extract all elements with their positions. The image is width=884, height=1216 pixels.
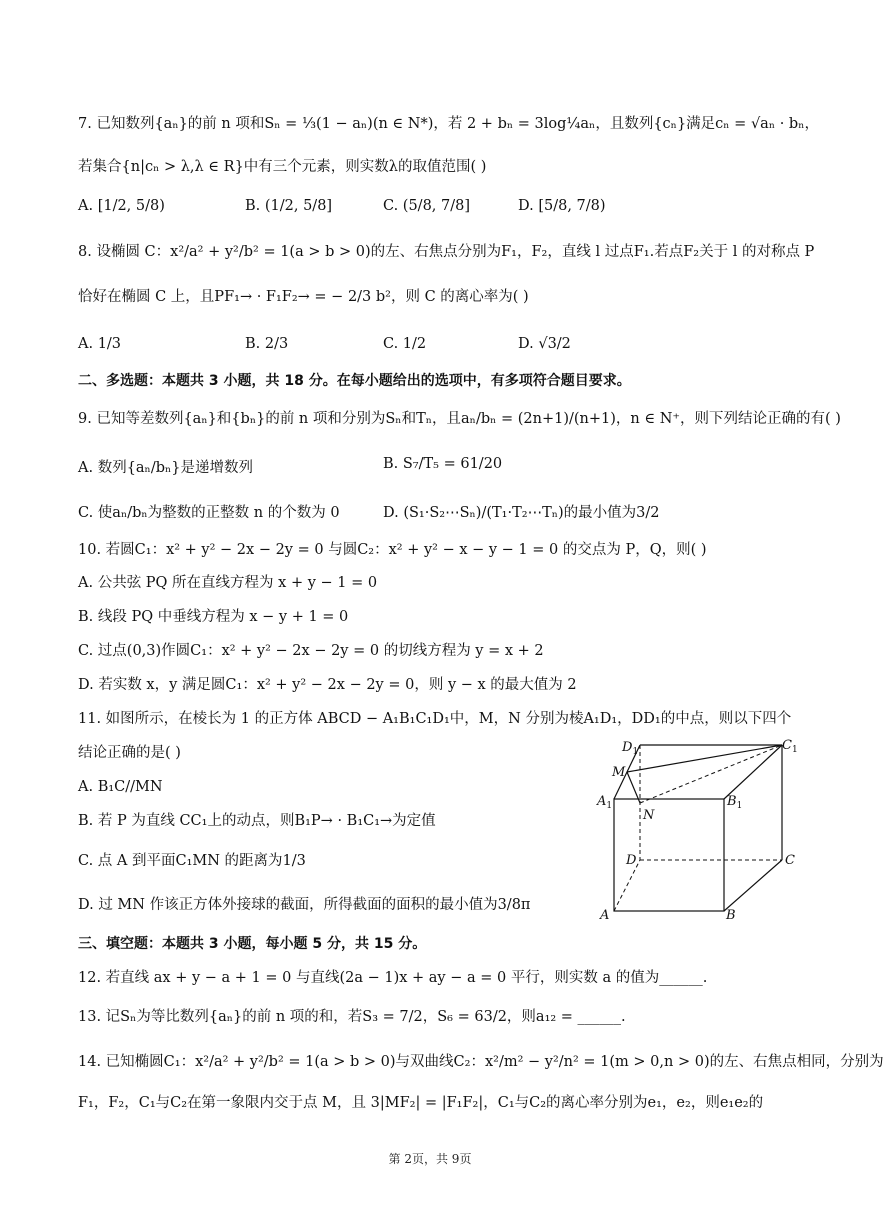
q14-stem-line2: F₁，F₂，C₁与C₂在第一象限内交于点 M，且 3|MF₂| = |F₁F₂|，C₁与C₂的离心率分别为e₁，e₂，则e₁e₂的 — [78, 1095, 764, 1111]
q11-option-b: B. 若 P 为直线 CC₁上的动点，则B₁P→ · B₁C₁→为定值 — [78, 813, 436, 829]
q7-stem-line2: 若集合{n|cₙ > λ,λ ∈ R}中有三个元素，则实数λ的取值范围( ) — [78, 159, 487, 175]
section-3-heading: 三、填空题：本题共 3 小题，每小题 5 分，共 15 分。 — [78, 936, 427, 952]
q8-option-a: A. 1/3 — [78, 336, 122, 352]
segment-n-c1-hidden — [640, 745, 782, 803]
label-m: M — [612, 765, 626, 780]
q11-option-d: D. 过 MN 作该正方体外接球的截面，所得截面的面积的最小值为3/8π — [78, 897, 531, 913]
label-c: C — [785, 853, 795, 868]
q11-stem-line1: 11. 如图所示，在棱长为 1 的正方体 ABCD − A₁B₁C₁D₁中，M，N 分别为棱A₁D₁，DD₁的中点，则以下四个 — [78, 711, 792, 727]
q10-option-b: B. 线段 PQ 中垂线方程为 x − y + 1 = 0 — [78, 609, 349, 625]
label-d1: $D_1$ — [622, 740, 639, 757]
q11-option-a: A. B₁C//MN — [78, 779, 163, 795]
q14-stem-line1: 14. 已知椭圆C₁：x²/a² + y²/b² = 1(a > b > 0)与双曲线C₂：x²/m² − y²/n² = 1(m > 0,n > 0)的左、右焦点相同，分别为 — [78, 1054, 884, 1070]
q8-option-c: C. 1/2 — [383, 336, 427, 352]
q10-option-d: D. 若实数 x，y 满足圆C₁：x² + y² − 2x − 2y = 0，则 y − x 的最大值为 2 — [78, 677, 577, 693]
q7-option-b: B. (1/2, 5/8] — [245, 198, 333, 214]
q8-option-b: B. 2/3 — [245, 336, 289, 352]
label-n: N — [643, 808, 655, 823]
q10-option-c: C. 过点(0,3)作圆C₁：x² + y² − 2x − 2y = 0 的切线方程为 y = x + 2 — [78, 643, 544, 659]
q9-option-d: D. (S₁·S₂⋯Sₙ)/(T₁·T₂⋯Tₙ)的最小值为3/2 — [383, 505, 660, 521]
label-b1: $B_1$ — [727, 794, 743, 811]
q12-stem: 12. 若直线 ax + y − a + 1 = 0 与直线(2a − 1)x + ay − a = 0 平行，则实数 a 的值为______. — [78, 970, 708, 986]
q10-option-a: A. 公共弦 PQ 所在直线方程为 x + y − 1 = 0 — [78, 575, 378, 591]
q9-option-b: B. S₇/T₅ = 61/20 — [383, 456, 503, 472]
label-c1: $C_1$ — [782, 738, 798, 755]
q9-stem: 9. 已知等差数列{aₙ}和{bₙ}的前 n 项和分别为Sₙ和Tₙ，且aₙ/bₙ = (2n+1)/(n+1)，n ∈ N⁺，则下列结论正确的有( ) — [78, 411, 841, 427]
page-footer: 第 2页，共 9页 — [388, 1152, 472, 1166]
segment-m-c1 — [627, 745, 782, 772]
q9-option-a: A. 数列{aₙ/bₙ}是递增数列 — [78, 460, 253, 476]
q7-stem-line1: 7. 已知数列{aₙ}的前 n 项和Sₙ = ⅓(1 − aₙ)(n ∈ N*)，若 2 + bₙ = 3log¼aₙ，且数列{cₙ}满足cₙ = √aₙ · bₙ， — [78, 116, 819, 132]
q8-stem-line2: 恰好在椭圆 C 上，且PF₁→ · F₁F₂→ = − 2/3 b²，则 C 的离心率为( ) — [78, 289, 529, 305]
q11-stem-line2: 结论正确的是( ) — [78, 745, 181, 761]
q7-option-d: D. [5/8, 7/8) — [518, 198, 606, 214]
segment-m-n — [627, 772, 640, 803]
edge-b-c — [724, 860, 782, 911]
q8-option-d: D. √3/2 — [518, 336, 571, 352]
section-2-heading: 二、多选题：本题共 3 小题，共 18 分。在每小题给出的选项中，有多项符合题目要求。 — [78, 373, 631, 389]
cube-figure — [592, 733, 798, 928]
label-d: D — [626, 853, 637, 868]
q7-option-c: C. (5/8, 7/8] — [383, 198, 470, 214]
label-a1: $A_1$ — [597, 794, 613, 811]
q8-stem-line1: 8. 设椭圆 C：x²/a² + y²/b² = 1(a > b > 0)的左、右焦点分别为F₁，F₂，直线 l 过点F₁.若点F₂关于 l 的对称点 P — [78, 244, 815, 260]
q9-option-c: C. 使aₙ/bₙ为整数的正整数 n 的个数为 0 — [78, 505, 340, 521]
q11-option-c: C. 点 A 到平面C₁MN 的距离为1/3 — [78, 853, 306, 869]
label-a: A — [600, 908, 610, 923]
q10-stem: 10. 若圆C₁：x² + y² − 2x − 2y = 0 与圆C₂：x² + y² − x − y − 1 = 0 的交点为 P，Q，则( ) — [78, 542, 707, 558]
label-b: B — [726, 908, 736, 923]
q13-stem: 13. 记Sₙ为等比数列{aₙ}的前 n 项的和，若S₃ = 7/2，S₆ = 63/2，则a₁₂ = ______. — [78, 1009, 626, 1025]
q7-option-a: A. [1/2, 5/8) — [78, 198, 165, 214]
